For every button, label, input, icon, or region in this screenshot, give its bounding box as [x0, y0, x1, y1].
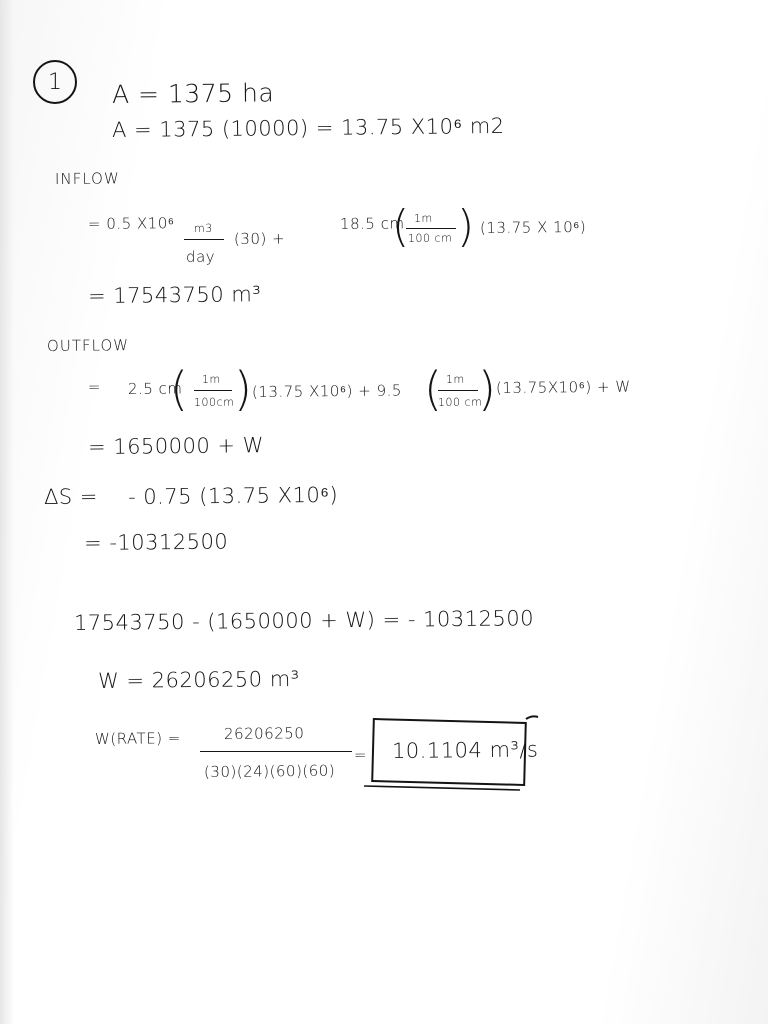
storage-expression: - 0.75 (13.75 X10⁶): [127, 482, 339, 509]
rate-answer: 10.1104 m³/s: [391, 737, 539, 763]
outflow-term2-close-paren: ): [478, 362, 496, 416]
w-result: W = 26206250 m³: [97, 666, 300, 693]
inflow-result: = 17543750 m³: [87, 282, 262, 308]
outflow-heading: OUTFLOW: [46, 336, 130, 355]
outflow-term2-denominator: 100 cm: [437, 395, 483, 409]
area-line-2: A = 1375 (10000) = 13.75 X10⁶ m2: [111, 113, 505, 142]
inflow-term2-prefix: 18.5 cm: [339, 214, 405, 233]
rate-denominator: (30)(24)(60)(60): [203, 761, 336, 781]
problem-number-circle: [33, 60, 77, 104]
outflow-term1-numerator: 1m: [201, 372, 221, 386]
inflow-term2-numerator: 1m: [413, 211, 433, 225]
outflow-term1-close-paren: ): [234, 362, 252, 416]
outflow-term2-open-paren: (: [424, 362, 442, 416]
inflow-term1-numerator: m3: [193, 221, 213, 235]
inflow-term1-fraction-bar: [184, 239, 224, 240]
rate-numerator: 26206250: [223, 724, 305, 743]
inflow-term1-prefix: = 0.5 X10⁶: [87, 214, 175, 233]
outflow-term1-multiplier: (13.75 X10⁶) + 9.5: [251, 381, 403, 401]
outflow-term2-multiplier: (13.75X10⁶) + W: [495, 377, 631, 397]
storage-label: ΔS =: [43, 484, 99, 509]
rate-fraction-bar: [200, 751, 352, 752]
inflow-term2-multiplier: (13.75 X 10⁶): [479, 217, 587, 237]
rate-label: W(RATE) =: [94, 729, 182, 748]
storage-result: = -10312500: [83, 529, 229, 555]
problem-number: 1: [48, 69, 62, 95]
outflow-term1-open-paren: (: [170, 362, 188, 416]
outflow-term1-denominator: 100cm: [193, 395, 235, 409]
inflow-open-paren: (: [392, 201, 410, 252]
outflow-term2-numerator: 1m: [445, 372, 465, 386]
area-line-1: A = 1375 ha: [111, 78, 275, 109]
inflow-heading: INFLOW: [54, 169, 120, 188]
inflow-close-paren: ): [457, 201, 475, 252]
paper-edge-shadow: [0, 0, 14, 1024]
rate-equals: =: [353, 745, 368, 764]
inflow-term2-denominator: 100 cm: [407, 231, 453, 245]
outflow-result: = 1650000 + W: [87, 433, 265, 459]
inflow-term1-denominator: day: [185, 247, 216, 266]
inflow-term2-fraction-bar: [406, 228, 456, 229]
outflow-term1-fraction-bar: [194, 390, 232, 391]
outflow-term2-fraction-bar: [438, 390, 478, 391]
inflow-term1-multiplier: (30) +: [233, 229, 286, 248]
outflow-term1-prefix: 2.5 cm: [127, 379, 183, 398]
balance-equation: 17543750 - (1650000 + W) = - 10312500: [73, 606, 535, 635]
outflow-equals: =: [87, 377, 102, 396]
